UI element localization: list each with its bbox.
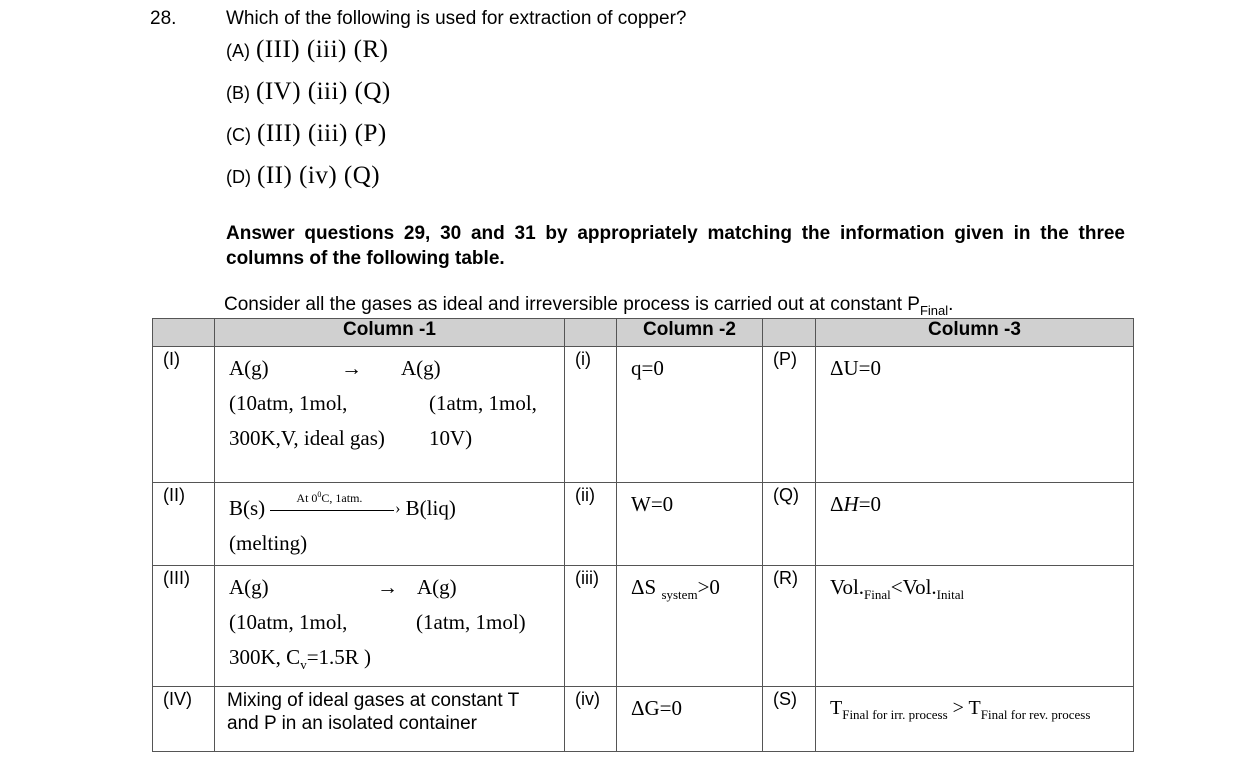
option-c: [226, 120, 387, 148]
condition-line: [229, 421, 550, 456]
reactant-condition: (10atm, 1mol,: [229, 610, 348, 634]
condition-line: (melting): [229, 531, 308, 555]
instruction-text: Answer questions 29, 30 and 31 by appropriately matching the information given in the three columns of the following table.: [226, 223, 1125, 269]
row-label: (iii): [565, 566, 617, 687]
table-row: [153, 483, 1134, 566]
reactant: A(g): [229, 575, 269, 599]
column-3-cell: $Vol._{Final}<Vol._{Inital}$: [816, 566, 1134, 687]
header-column-3: Column -3: [816, 319, 1134, 347]
row-label: (iv): [565, 687, 617, 752]
header-blank: [565, 319, 617, 347]
option-label: (C): [226, 125, 251, 145]
option-a: [226, 36, 388, 64]
table-row: [153, 687, 1134, 752]
reactant: B(s): [229, 496, 266, 520]
option-value: (III) (iii) (R): [256, 36, 389, 63]
matching-table: [152, 318, 1134, 752]
column-3-cell: ΔU=0: [816, 347, 1134, 483]
column-3-cell: ΔH=0: [816, 483, 1134, 566]
header-column-2: Column -2: [617, 319, 763, 347]
row-label: (I): [153, 347, 215, 483]
row-label: (III): [153, 566, 215, 687]
arrow-condition: At $0^0C$, 1atm.: [296, 490, 363, 506]
table-row: [153, 347, 1134, 483]
arrow-icon: →: [377, 575, 398, 599]
table-note: [224, 294, 953, 318]
product: B(liq): [405, 496, 456, 520]
option-value: (IV) (iii) (Q): [256, 78, 391, 105]
reactant-condition: (10atm, 1mol,: [229, 391, 348, 415]
column-2-cell: q=0: [617, 347, 763, 483]
column-2-cell: W=0: [617, 483, 763, 566]
column-1-cell: [215, 483, 565, 566]
table-row: [153, 566, 1134, 687]
product-condition: (1atm, 1mol): [416, 610, 526, 634]
note-end: .: [948, 294, 954, 315]
column-1-cell: [215, 347, 565, 483]
option-value: (II) (iv) (Q): [257, 162, 381, 189]
note-subscript: Final: [919, 302, 949, 318]
condition-line: 300K, $C_v=1.5R$ ): [229, 645, 372, 673]
row-label: (II): [153, 483, 215, 566]
product-condition: (1atm, 1mol,: [429, 391, 537, 415]
condition-line: [229, 605, 550, 640]
column-3-cell: $T_{Final for irr. process} > T_{Final for rev. process}$: [816, 687, 1134, 752]
option-b: [226, 78, 391, 106]
column-1-cell: Mixing of ideal gases at constant T and P in an isolated container: [215, 687, 565, 752]
reactant: A(g): [229, 356, 269, 380]
product: A(g): [401, 356, 441, 380]
question-number: 28.: [150, 8, 177, 29]
column-2-cell: ΔG=0: [617, 687, 763, 752]
row-label: (Q): [763, 483, 816, 566]
arrow-icon: › At $0^0C$, 1atm.: [270, 500, 400, 520]
row-label: (R): [763, 566, 816, 687]
header-blank: [153, 319, 215, 347]
product-condition: 10V): [429, 426, 473, 450]
column-1-cell: [215, 566, 565, 687]
condition-line: [229, 386, 550, 421]
row-label: (i): [565, 347, 617, 483]
header-blank: [763, 319, 816, 347]
note-text: Consider all the gases as ideal and irreversible process is carried out at constant P: [224, 294, 920, 315]
option-label: (B): [226, 83, 250, 103]
reaction-line: [229, 570, 550, 605]
column-2-cell: ΔS $_{system}$>0: [617, 566, 763, 687]
question-text: Which of the following is used for extraction of copper?: [226, 8, 687, 29]
table-header-row: [153, 319, 1134, 347]
header-column-1: Column -1: [215, 319, 565, 347]
option-label: (A): [226, 41, 250, 61]
option-label: (D): [226, 167, 251, 187]
option-value: (III) (iii) (P): [257, 120, 387, 147]
row-label: (ii): [565, 483, 617, 566]
option-d: [226, 162, 380, 190]
row-label: (S): [763, 687, 816, 752]
row-label: (IV): [153, 687, 215, 752]
arrow-icon: →: [341, 356, 362, 380]
product: A(g): [417, 575, 457, 599]
reactant-condition: 300K,V, ideal gas): [229, 426, 385, 450]
reaction-line: [229, 351, 550, 386]
reaction-line: [229, 491, 550, 526]
row-label: (P): [763, 347, 816, 483]
